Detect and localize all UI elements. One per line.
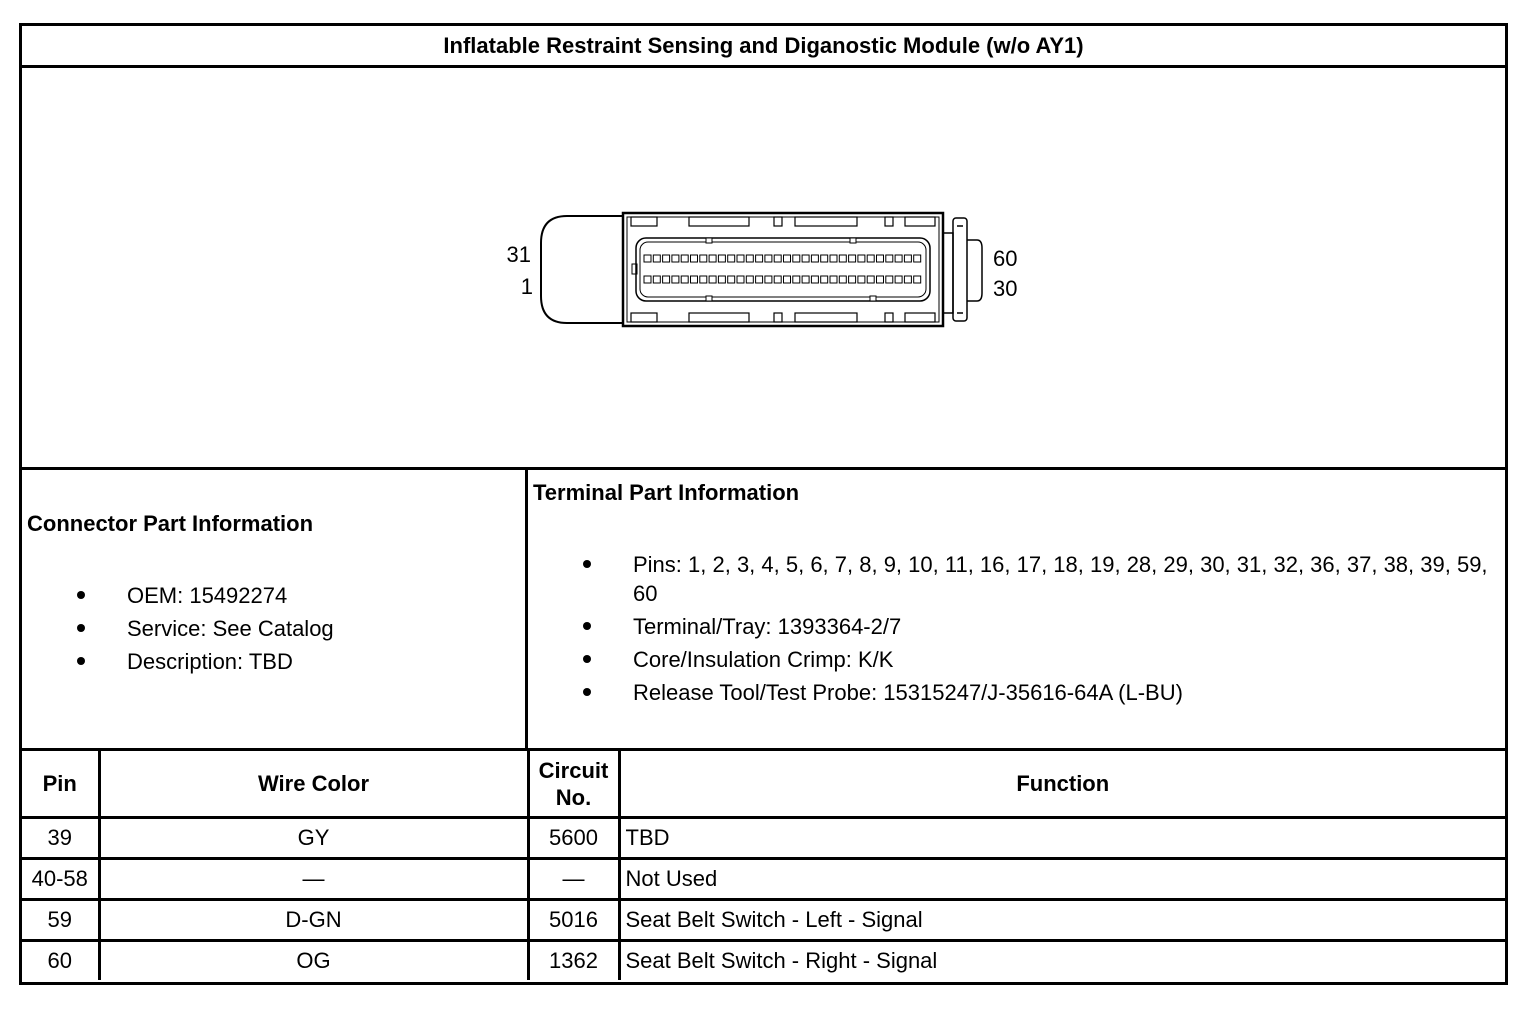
pin-grid xyxy=(644,255,921,283)
connector-diagram xyxy=(22,68,1505,467)
header-pin: Pin xyxy=(22,751,99,818)
pin-label-60: 60 xyxy=(993,246,1018,271)
info-bullet-item xyxy=(633,645,1493,674)
pin-table xyxy=(22,751,1505,980)
pin-terminal xyxy=(849,276,856,283)
bullet-text: Release Tool/Test Probe: 15315247/J-35616-64A (L-BU) xyxy=(633,680,1183,705)
table-row xyxy=(22,900,1505,941)
cell-function: Not Used xyxy=(619,859,1505,900)
pin-terminal xyxy=(793,276,800,283)
pin-terminal xyxy=(793,255,800,262)
connector-info-list xyxy=(127,581,517,680)
cell-circuit: 5016 xyxy=(528,900,619,941)
pin-terminal xyxy=(877,255,884,262)
bullet-icon xyxy=(77,624,85,632)
pin-terminal xyxy=(737,276,744,283)
connector-lock-right xyxy=(943,218,982,321)
connector-latch-left xyxy=(541,216,623,323)
pin-terminal xyxy=(858,255,865,262)
pin-terminal xyxy=(653,255,660,262)
connector-top-tabs xyxy=(631,217,935,322)
pin-terminal xyxy=(821,276,828,283)
pin-terminal xyxy=(691,255,698,262)
pin-terminal xyxy=(774,255,781,262)
bullet-text: Pins: 1, 2, 3, 4, 5, 6, 7, 8, 9, 10, 11, 16, 17, 18, 19, 28, 29, 30, 31, 32, 36, 37, 38, 39, 59, 60 xyxy=(633,552,1488,606)
cell-wire-color: D-GN xyxy=(99,900,528,941)
cell-pin: 59 xyxy=(22,900,99,941)
pin-terminal xyxy=(811,255,818,262)
bullet-text: Service: See Catalog xyxy=(127,616,334,641)
info-bullet-item xyxy=(127,647,517,676)
pin-terminal xyxy=(737,255,744,262)
cell-wire-color: OG xyxy=(99,941,528,981)
header-function: Function xyxy=(619,751,1505,818)
header-circuit-line1: Circuit xyxy=(538,757,609,783)
pin-terminal xyxy=(784,276,791,283)
pin-terminal xyxy=(681,255,688,262)
pin-terminal xyxy=(681,276,688,283)
pin-cavity xyxy=(636,238,930,301)
pin-terminal xyxy=(691,276,698,283)
connector-part-info xyxy=(22,470,528,748)
pin-terminal xyxy=(830,255,837,262)
cell-function: TBD xyxy=(619,818,1505,859)
pin-terminal xyxy=(728,276,735,283)
pin-terminal xyxy=(644,276,651,283)
info-bullet-item xyxy=(633,550,1493,608)
pin-terminal xyxy=(709,276,716,283)
pin-terminal xyxy=(877,276,884,283)
pin-terminal xyxy=(802,255,809,262)
terminal-info-list xyxy=(633,550,1493,711)
cell-wire-color: — xyxy=(99,859,528,900)
connector-sheet xyxy=(19,23,1508,985)
bullet-icon xyxy=(583,655,591,663)
pin-terminal xyxy=(746,255,753,262)
pin-terminal xyxy=(718,255,725,262)
table-row xyxy=(22,818,1505,859)
pin-terminal xyxy=(867,255,874,262)
cell-circuit: 1362 xyxy=(528,941,619,981)
part-info-row xyxy=(22,470,1505,751)
connector-body xyxy=(623,213,943,326)
cell-function: Seat Belt Switch - Right - Signal xyxy=(619,941,1505,981)
pin-terminal xyxy=(904,276,911,283)
table-row xyxy=(22,859,1505,900)
pin-terminal xyxy=(663,276,670,283)
header-wire-color: Wire Color xyxy=(99,751,528,818)
pin-terminal xyxy=(858,276,865,283)
pin-terminal xyxy=(886,276,893,283)
cell-circuit: — xyxy=(528,859,619,900)
table-row xyxy=(22,941,1505,981)
pin-terminal xyxy=(756,255,763,262)
bullet-text: Terminal/Tray: 1393364-2/7 xyxy=(633,614,902,639)
connector-diagram-area xyxy=(22,68,1505,470)
bullet-text: Description: TBD xyxy=(127,649,293,674)
pin-terminal xyxy=(756,276,763,283)
bullet-icon xyxy=(77,657,85,665)
bullet-text: OEM: 15492274 xyxy=(127,583,288,608)
pin-terminal xyxy=(867,276,874,283)
bullet-icon xyxy=(583,688,591,696)
pin-terminal xyxy=(672,276,679,283)
pin-terminal xyxy=(811,276,818,283)
pin-terminal xyxy=(886,255,893,262)
bullet-icon xyxy=(583,622,591,630)
pin-terminal xyxy=(849,255,856,262)
pin-terminal xyxy=(653,276,660,283)
table-header-row xyxy=(22,751,1505,818)
terminal-info-heading: Terminal Part Information xyxy=(533,480,800,505)
info-bullet-item xyxy=(633,612,1493,641)
pin-terminal xyxy=(895,276,902,283)
info-bullet-item xyxy=(127,581,517,610)
connector-info-heading: Connector Part Information xyxy=(27,511,314,536)
pin-terminal xyxy=(821,255,828,262)
pin-terminal xyxy=(839,276,846,283)
cell-circuit: 5600 xyxy=(528,818,619,859)
terminal-part-info xyxy=(528,470,1505,748)
pin-terminal xyxy=(728,255,735,262)
bullet-text: Core/Insulation Crimp: K/K xyxy=(633,647,894,672)
pin-terminal xyxy=(672,255,679,262)
pin-terminal xyxy=(774,276,781,283)
cell-pin: 40-58 xyxy=(22,859,99,900)
cell-pin: 60 xyxy=(22,941,99,981)
pin-terminal xyxy=(765,276,772,283)
pin-terminal xyxy=(914,255,921,262)
pin-terminal xyxy=(644,255,651,262)
bullet-icon xyxy=(77,591,85,599)
pin-terminal xyxy=(914,276,921,283)
pin-label-31: 31 xyxy=(506,242,531,267)
pin-terminal xyxy=(904,255,911,262)
header-circuit xyxy=(528,751,619,818)
pin-terminal xyxy=(700,276,707,283)
pin-terminal xyxy=(663,255,670,262)
header-circuit-line2: No. xyxy=(555,784,592,810)
pin-terminal xyxy=(709,255,716,262)
bullet-icon xyxy=(583,560,591,568)
cell-function: Seat Belt Switch - Left - Signal xyxy=(619,900,1505,941)
pin-terminal xyxy=(784,255,791,262)
pin-terminal xyxy=(746,276,753,283)
pin-terminal xyxy=(830,276,837,283)
pin-terminal xyxy=(839,255,846,262)
pin-terminal xyxy=(895,255,902,262)
pin-terminal xyxy=(700,255,707,262)
pin-terminal xyxy=(765,255,772,262)
pin-terminal xyxy=(802,276,809,283)
cell-pin: 39 xyxy=(22,818,99,859)
sheet-title: Inflatable Restraint Sensing and Diganostic Module (w/o AY1) xyxy=(22,26,1505,68)
pin-label-30: 30 xyxy=(993,276,1018,301)
pin-terminal xyxy=(718,276,725,283)
info-bullet-item xyxy=(633,678,1493,707)
info-bullet-item xyxy=(127,614,517,643)
cell-wire-color: GY xyxy=(99,818,528,859)
pin-label-1: 1 xyxy=(520,274,533,299)
